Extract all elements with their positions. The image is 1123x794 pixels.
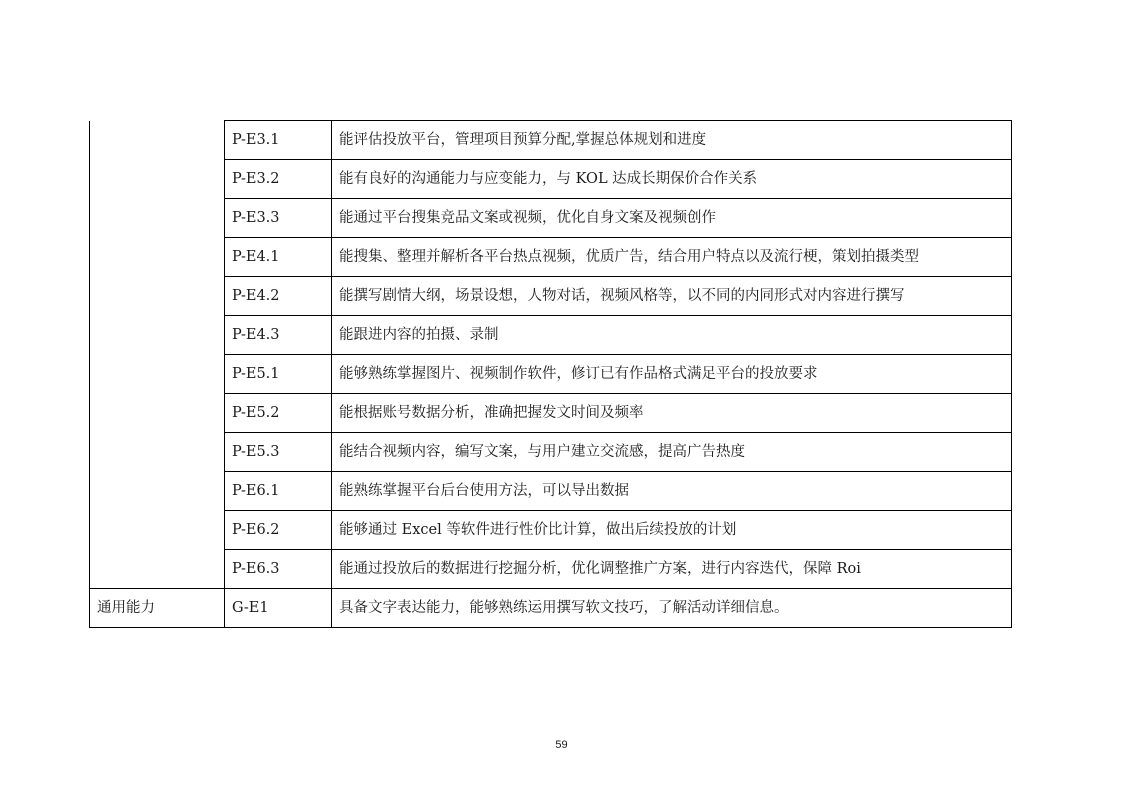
category-cell: [90, 472, 225, 511]
category-cell: [90, 277, 225, 316]
category-cell: [90, 394, 225, 433]
code-cell: G-E1: [225, 589, 332, 628]
table-row: [90, 121, 1012, 160]
table-row: [90, 511, 1012, 550]
table-row: [90, 238, 1012, 277]
category-cell: [90, 121, 225, 160]
category-cell: [90, 355, 225, 394]
description-cell: 能够通过 Excel 等软件进行性价比计算，做出后续投放的计划: [332, 511, 1012, 550]
code-cell: P-E3.1: [225, 121, 332, 160]
table-row: [90, 355, 1012, 394]
description-cell: 能根据账号数据分析，准确把握发文时间及频率: [332, 394, 1012, 433]
table-row: [90, 316, 1012, 355]
category-cell: [90, 199, 225, 238]
code-cell: P-E5.2: [225, 394, 332, 433]
category-cell: [90, 433, 225, 472]
code-cell: P-E6.3: [225, 550, 332, 589]
table-row: [90, 394, 1012, 433]
table-row: [90, 433, 1012, 472]
page-number: 59: [555, 739, 568, 751]
category-cell: [90, 550, 225, 589]
table-row: [90, 550, 1012, 589]
description-cell: 能评估投放平台，管理项目预算分配,掌握总体规划和进度: [332, 121, 1012, 160]
code-cell: P-E5.3: [225, 433, 332, 472]
category-cell: [90, 316, 225, 355]
code-cell: P-E3.2: [225, 160, 332, 199]
description-cell: 能通过平台搜集竞品文案或视频，优化自身文案及视频创作: [332, 199, 1012, 238]
table-row: [90, 199, 1012, 238]
description-cell: 能结合视频内容，编写文案，与用户建立交流感，提高广告热度: [332, 433, 1012, 472]
description-cell: 能撰写剧情大纲，场景设想，人物对话，视频风格等，以不同的内同形式对内容进行撰写: [332, 277, 1012, 316]
table-row: [90, 589, 1012, 628]
description-cell: 能有良好的沟通能力与应变能力，与 KOL 达成长期保价合作关系: [332, 160, 1012, 199]
description-cell: 能跟进内容的拍摄、录制: [332, 316, 1012, 355]
code-cell: P-E6.1: [225, 472, 332, 511]
code-cell: P-E4.3: [225, 316, 332, 355]
code-cell: P-E6.2: [225, 511, 332, 550]
category-cell: [90, 511, 225, 550]
code-cell: P-E5.1: [225, 355, 332, 394]
description-cell: 能熟练掌握平台后台使用方法，可以导出数据: [332, 472, 1012, 511]
code-cell: P-E3.3: [225, 199, 332, 238]
category-cell: [90, 160, 225, 199]
table-row: [90, 160, 1012, 199]
description-cell: 能通过投放后的数据进行挖掘分析，优化调整推广方案，进行内容迭代，保障 Roi: [332, 550, 1012, 589]
code-cell: P-E4.2: [225, 277, 332, 316]
table-row: [90, 472, 1012, 511]
competency-table: [89, 120, 1012, 628]
code-cell: P-E4.1: [225, 238, 332, 277]
category-cell: 通用能力: [90, 589, 225, 628]
table-row: [90, 277, 1012, 316]
description-cell: 能够熟练掌握图片、视频制作软件，修订已有作品格式满足平台的投放要求: [332, 355, 1012, 394]
description-cell: 能搜集、整理并解析各平台热点视频，优质广告，结合用户特点以及流行梗，策划拍摄类型: [332, 238, 1012, 277]
description-cell: 具备文字表达能力，能够熟练运用撰写软文技巧，了解活动详细信息。: [332, 589, 1012, 628]
category-cell: [90, 238, 225, 277]
